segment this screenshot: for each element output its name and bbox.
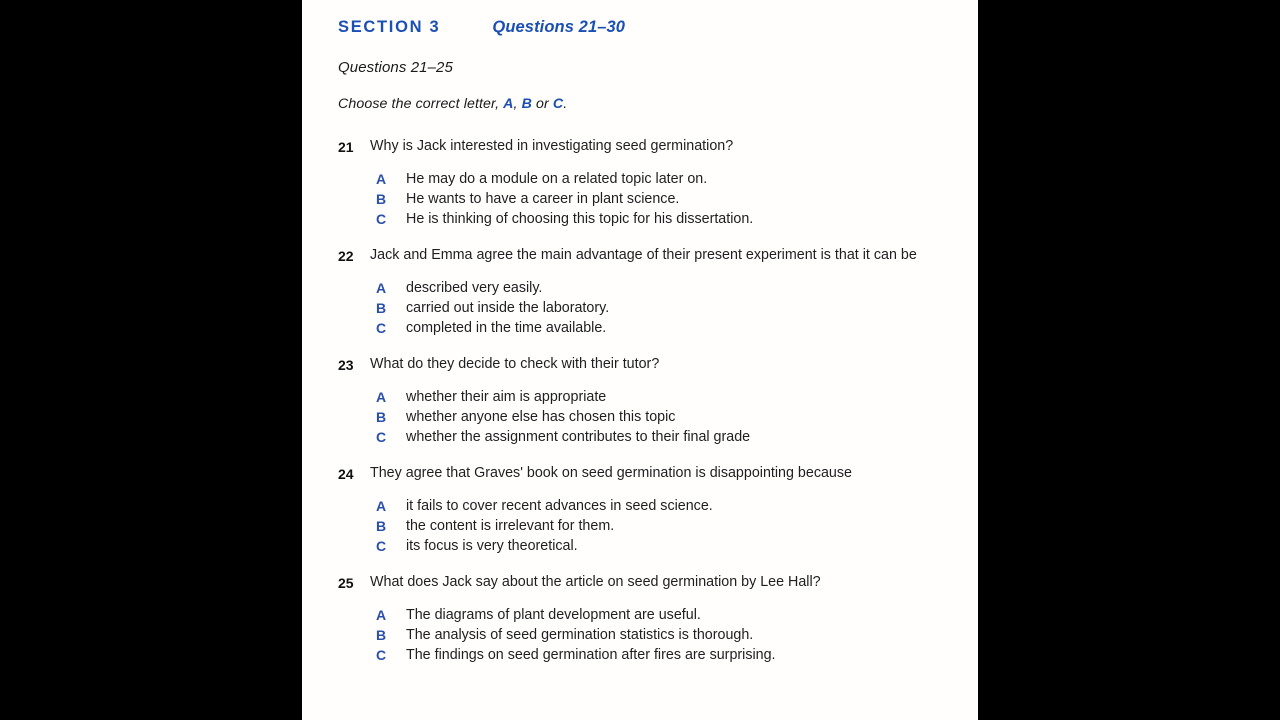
option-text: it fails to cover recent advances in seed science. <box>406 498 713 514</box>
option-text: He may do a module on a related topic later on. <box>406 171 708 187</box>
option-letter: C <box>376 429 387 445</box>
instruction-period: . <box>563 96 568 112</box>
instruction-comma: , <box>513 96 518 112</box>
option-row[interactable] <box>376 298 948 318</box>
option-row[interactable] <box>376 427 948 447</box>
option-text: the content is irrelevant for them. <box>406 518 615 534</box>
question-stem: What do they decide to check with their tutor? <box>370 356 660 372</box>
question-stem: Jack and Emma agree the main advantage of their present experiment is that it can be <box>370 247 917 263</box>
option-letter: A <box>376 498 387 514</box>
question-block <box>338 354 948 447</box>
instruction-conjunction: or <box>536 96 549 112</box>
question-stem-row <box>338 136 948 157</box>
question-block <box>338 572 948 665</box>
question-stem: They agree that Graves' book on seed germination is disappointing because <box>370 465 852 481</box>
option-text: whether their aim is appropriate <box>406 389 607 405</box>
option-letter: A <box>376 280 387 296</box>
option-letter: B <box>376 409 387 425</box>
questions-list <box>338 136 948 665</box>
option-row[interactable] <box>376 516 948 536</box>
option-letter: C <box>376 538 387 554</box>
option-row[interactable] <box>376 536 948 556</box>
question-stem-row <box>338 463 948 484</box>
option-letter: A <box>376 171 387 187</box>
instruction-letter-a: A <box>503 96 514 112</box>
option-letter: B <box>376 300 387 316</box>
option-group <box>376 169 948 229</box>
option-text: carried out inside the laboratory. <box>406 300 610 316</box>
section-label: SECTION 3 <box>338 18 441 36</box>
instruction-prefix: Choose the correct letter, <box>338 96 500 112</box>
option-letter: A <box>376 607 387 623</box>
document-page <box>302 0 978 720</box>
option-row[interactable] <box>376 318 948 338</box>
option-row[interactable] <box>376 278 948 298</box>
option-row[interactable] <box>376 209 948 229</box>
document-content <box>338 18 948 681</box>
option-text: The diagrams of plant development are useful. <box>406 607 701 623</box>
question-number: 23 <box>338 357 354 373</box>
question-number: 24 <box>338 466 354 482</box>
option-group <box>376 387 948 447</box>
option-row[interactable] <box>376 169 948 189</box>
option-group <box>376 278 948 338</box>
question-number: 21 <box>338 139 354 155</box>
instruction-line <box>338 96 948 112</box>
option-text: He is thinking of choosing this topic for his dissertation. <box>406 211 754 227</box>
option-letter: C <box>376 647 387 663</box>
section-question-range: Questions 21–30 <box>492 18 626 36</box>
question-number: 25 <box>338 575 354 591</box>
option-row[interactable] <box>376 387 948 407</box>
option-text: The analysis of seed germination statistics is thorough. <box>406 627 754 643</box>
option-letter: C <box>376 211 387 227</box>
question-stem: Why is Jack interested in investigating seed germination? <box>370 138 734 154</box>
subsection-question-range: Questions 21–25 <box>338 59 453 76</box>
option-text: its focus is very theoretical. <box>406 538 578 554</box>
question-stem-row <box>338 245 948 266</box>
option-letter: A <box>376 389 387 405</box>
option-row[interactable] <box>376 496 948 516</box>
question-number: 22 <box>338 248 354 264</box>
question-stem-row <box>338 354 948 375</box>
option-letter: B <box>376 191 387 207</box>
option-group <box>376 605 948 665</box>
instruction-letter-c: C <box>552 96 564 112</box>
option-text: whether the assignment contributes to their final grade <box>406 429 751 445</box>
option-letter: B <box>376 627 387 643</box>
section-header <box>338 18 948 37</box>
question-stem: What does Jack say about the article on seed germination by Lee Hall? <box>370 574 821 590</box>
option-text: whether anyone else has chosen this topic <box>406 409 676 425</box>
option-text: described very easily. <box>406 280 543 296</box>
option-letter: B <box>376 518 387 534</box>
option-row[interactable] <box>376 625 948 645</box>
option-group <box>376 496 948 556</box>
option-text: The findings on seed germination after fires are surprising. <box>406 647 776 663</box>
option-letter: C <box>376 320 387 336</box>
instruction-letter-b: B <box>521 96 532 112</box>
question-block <box>338 245 948 338</box>
option-row[interactable] <box>376 645 948 665</box>
question-block <box>338 463 948 556</box>
option-row[interactable] <box>376 407 948 427</box>
option-text: completed in the time available. <box>406 320 607 336</box>
option-text: He wants to have a career in plant science. <box>406 191 680 207</box>
option-row[interactable] <box>376 189 948 209</box>
question-block <box>338 136 948 229</box>
question-stem-row <box>338 572 948 593</box>
option-row[interactable] <box>376 605 948 625</box>
